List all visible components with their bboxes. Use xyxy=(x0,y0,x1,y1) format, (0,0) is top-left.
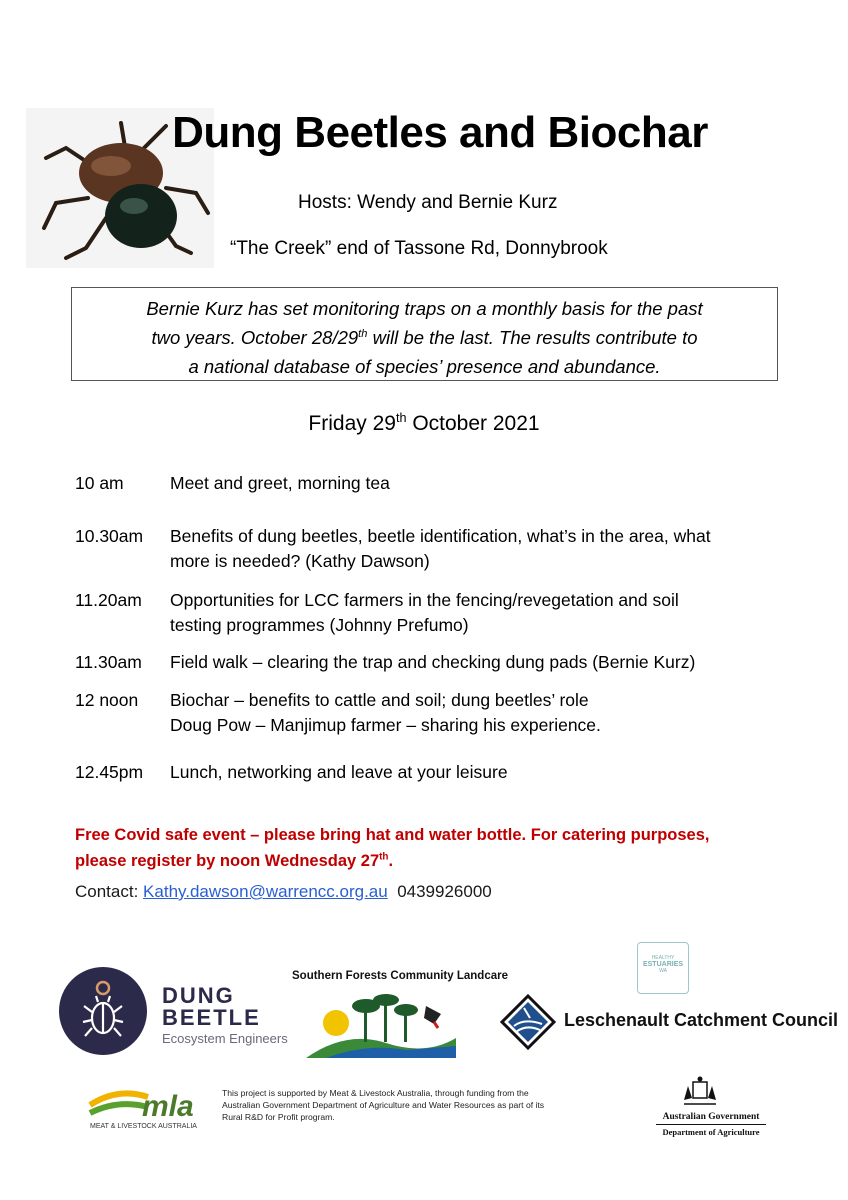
schedule-line: Meet and greet, morning tea xyxy=(170,473,390,493)
lcc-name: Leschenault Catchment Council xyxy=(564,1010,839,1030)
intro-line xyxy=(90,323,759,352)
healthy-estuaries-logo xyxy=(637,942,689,994)
dung-beetle-logo xyxy=(58,966,148,1061)
contact-line xyxy=(75,882,492,902)
intro-text: will be the last. The results contribute to xyxy=(367,327,698,348)
date-text: Friday 29 xyxy=(308,412,396,435)
notice-superscript: th xyxy=(379,851,389,863)
schedule-desc xyxy=(170,688,770,738)
contact-label: Contact: xyxy=(75,882,144,901)
notice-line xyxy=(75,848,795,874)
schedule-time: 11.20am xyxy=(75,590,142,610)
gov-logo-text xyxy=(656,1112,766,1137)
page-title: Dung Beetles and Biochar xyxy=(172,108,708,157)
mla-mark: mla xyxy=(142,1090,194,1123)
schedule-line: Opportunities for LCC farmers in the fencing/revegetation and soil xyxy=(170,590,679,610)
dung-beetle-logo-text xyxy=(162,985,261,1029)
schedule-desc xyxy=(170,471,770,496)
logo-line: BEETLE xyxy=(162,1005,261,1030)
schedule-time: 10 am xyxy=(75,473,124,493)
contact-phone: 0439926000 xyxy=(397,882,492,901)
intro-superscript: th xyxy=(358,327,368,340)
schedule-line: Field walk – clearing the trap and checking dung pads (Bernie Kurz) xyxy=(170,652,696,672)
coat-of-arms xyxy=(680,1076,720,1115)
lcc-diamond-icon xyxy=(500,994,556,1050)
mla-caption: MEAT & LIVESTOCK AUSTRALIA xyxy=(90,1123,197,1130)
dung-beetle-tagline: Ecosystem Engineers xyxy=(162,1031,288,1046)
schedule-line: more is needed? (Kathy Dawson) xyxy=(170,551,430,571)
date-text: October 2021 xyxy=(406,412,540,435)
intro-line: a national database of species’ presence and abundance. xyxy=(188,356,661,377)
covid-notice xyxy=(75,822,795,874)
gov-line: Department of Agriculture xyxy=(662,1127,760,1137)
intro-text: two years. October 28/29 xyxy=(151,327,359,348)
schedule-line: Biochar – benefits to cattle and soil; dung beetles’ role xyxy=(170,690,589,710)
schedule-line: testing programmes (Johnny Prefumo) xyxy=(170,615,469,635)
schedule-line: Doug Pow – Manjimup farmer – sharing his experience. xyxy=(170,715,601,735)
schedule-desc xyxy=(170,524,770,574)
intro-box xyxy=(71,287,778,381)
estuaries-bottom: WA xyxy=(659,968,667,974)
coat-of-arms-icon xyxy=(680,1076,720,1110)
schedule-time: 11.30am xyxy=(75,652,142,672)
schedule-line: Lunch, networking and leave at your leisure xyxy=(170,762,508,782)
logo-line: DUNG xyxy=(162,983,235,1008)
contact-email-link[interactable]: Kathy.dawson@warrencc.org.au xyxy=(143,882,388,901)
funding-line: Rural R&D for Profit program. xyxy=(222,1112,335,1122)
funding-line: This project is supported by Meat & Livestock Australia, through funding from the xyxy=(222,1088,529,1098)
funding-line: Australian Government Department of Agriculture and Water Resources as part of its xyxy=(222,1100,545,1110)
lcc-logo xyxy=(500,994,556,1055)
schedule-time: 12 noon xyxy=(75,690,139,710)
schedule-desc xyxy=(170,650,770,675)
schedule-time: 12.45pm xyxy=(75,762,144,782)
funding-statement xyxy=(222,1087,622,1123)
dung-beetle-icon xyxy=(58,966,148,1056)
schedule-desc xyxy=(170,588,770,638)
sfcl-name: Southern Forests Community Landcare xyxy=(292,970,508,982)
estuaries-main: ESTUARIES xyxy=(642,961,684,968)
landcare-trees-icon xyxy=(306,988,456,1058)
schedule-line: Benefits of dung beetles, beetle identification, what’s in the area, what xyxy=(170,526,711,546)
notice-line: Free Covid safe event – please bring hat and water bottle. For catering purposes, xyxy=(75,826,710,844)
gov-line: Australian Government xyxy=(656,1112,766,1125)
intro-line: Bernie Kurz has set monitoring traps on a monthly basis for the past xyxy=(146,298,703,319)
event-date xyxy=(0,412,848,436)
date-superscript: th xyxy=(395,411,407,425)
notice-text: please register by noon Wednesday 27 xyxy=(75,852,380,870)
location-line: “The Creek” end of Tassone Rd, Donnybrook xyxy=(230,238,608,259)
notice-text: . xyxy=(388,852,394,870)
estuaries-top: HEALTHY xyxy=(651,955,675,961)
schedule-time: 10.30am xyxy=(75,526,144,546)
schedule-desc xyxy=(170,760,770,785)
sfcl-logo xyxy=(306,988,456,1063)
hosts-line: Hosts: Wendy and Bernie Kurz xyxy=(298,192,558,213)
